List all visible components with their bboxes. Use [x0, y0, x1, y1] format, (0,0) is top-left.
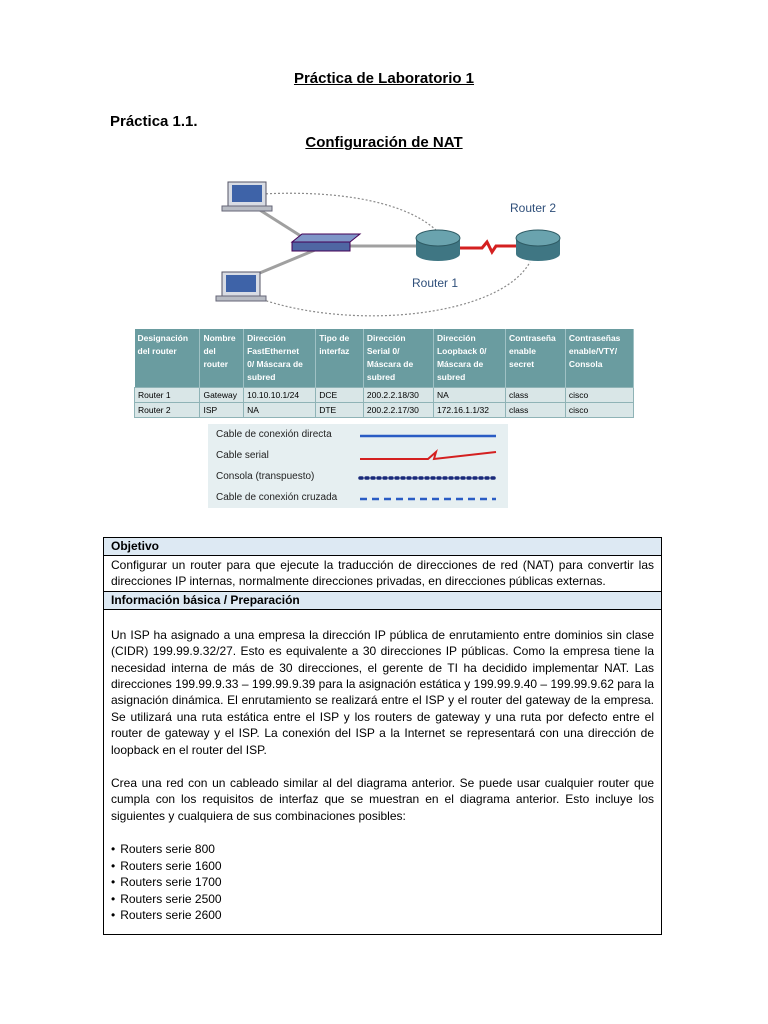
list-item: • Routers serie 800 — [111, 841, 654, 857]
switch-icon — [292, 234, 360, 251]
table-cell: 10.10.10.1/24 — [244, 388, 316, 403]
lab-info-box — [103, 537, 662, 935]
table-cell: DCE — [316, 388, 364, 403]
serial-cable-swatch — [358, 449, 498, 463]
page-title: Práctica de Laboratorio 1 — [293, 70, 475, 87]
col-header-serial: Dirección Serial 0/ Máscara de subred — [363, 329, 433, 388]
table-cell: DTE — [316, 403, 364, 418]
objective-text: Configurar un router para que ejecute la traducción de direcciones de red (NAT) para convertir las direcciones IP internas, normalmente direcciones privadas, en direcciones públicas externas. — [111, 558, 654, 589]
table-cell: cisco — [565, 388, 633, 403]
col-header-name: Nombre del router — [200, 329, 244, 388]
table-cell: class — [506, 403, 566, 418]
table-cell: Router 2 — [135, 403, 200, 418]
objective-heading: Objetivo — [104, 538, 661, 556]
list-item: • Routers serie 2500 — [111, 891, 654, 907]
pc-icon — [222, 182, 272, 211]
topology-graphic — [200, 172, 580, 327]
background-paragraph-1: Un ISP ha asignado a una empresa la dirección IP pública de enrutamiento entre dominios sin clase (CIDR) 199.99.9.32/27. Esto es equivalente a 30 direcciones IP públicas. Como la empresa tiene la necesidad interna de más de 30 direcciones, el gerente de TI ha decidido implementar NAT. Las direcciones 199.99.9.33 – 199.99.9.39 para la asignación estática y 199.99.9.40 – 199.99.9.62 para la asignación dinámica. El enrutamiento se realizará entre el ISP y el router del gateway de la empresa. Se utilizará una ruta estática entre el ISP y los routers de gateway y una ruta por defecto entre el router de gateway y el ISP. La conexión del ISP a la Internet se representará con una dirección de loopback en el router del ISP. — [111, 627, 654, 757]
subtitle: Configuración de NAT — [305, 134, 463, 151]
list-item: • Routers serie 1700 — [111, 874, 654, 890]
crossover-cable-swatch — [358, 494, 498, 504]
background-paragraph-2: Crea una red con un cableado similar al del diagrama anterior. Se puede usar cualquier router que cumpla con los requisitos de interfaz que se muestran en el diagrama anterior. Esto incluye los siguientes y cualquiera de sus combinaciones posibles: — [111, 776, 654, 823]
col-header-enable-secret: Contraseña enable secret — [506, 329, 566, 388]
table-header-row — [135, 329, 634, 388]
list-item: • Routers serie 1600 — [111, 858, 654, 874]
console-cable-swatch — [358, 473, 498, 483]
table-cell: cisco — [565, 403, 633, 418]
legend-label-straight: Cable de conexión directa — [216, 429, 332, 440]
serial-cable — [458, 242, 518, 252]
cable-legend — [208, 424, 508, 508]
table-cell: 200.2.2.17/30 — [363, 403, 433, 418]
pc-icon — [216, 272, 266, 301]
router-2-icon — [516, 230, 560, 261]
router-2-label: Router 2 — [510, 201, 557, 215]
col-header-passwords: Contraseñas enable/VTY/ Consola — [565, 329, 633, 388]
table-row — [135, 403, 634, 418]
table-cell: 200.2.2.18/30 — [363, 388, 433, 403]
col-header-loopback: Dirección Loopback 0/ Máscara de subred — [433, 329, 505, 388]
section-heading: Práctica 1.1. — [110, 113, 198, 130]
address-table — [134, 329, 634, 418]
table-cell: Gateway — [200, 388, 244, 403]
legend-label-serial: Cable serial — [216, 450, 269, 461]
router-list-wrapper — [104, 840, 661, 923]
table-cell: 172.16.1.1/32 — [433, 403, 505, 418]
router-1-icon — [416, 230, 460, 261]
col-header-fastethernet: Dirección FastEthernet 0/ Máscara de subred — [244, 329, 316, 388]
legend-label-console: Consola (transpuesto) — [216, 471, 315, 482]
legend-label-crossover: Cable de conexión cruzada — [216, 492, 338, 503]
straight-cable-swatch — [358, 431, 498, 441]
col-header-interface-type: Tipo de interfaz — [316, 329, 364, 388]
router-1-label: Router 1 — [412, 276, 459, 290]
table-cell: NA — [244, 403, 316, 418]
background-heading: Información básica / Preparación — [104, 591, 661, 610]
list-item: • Routers serie 2600 — [111, 907, 654, 923]
router-list — [111, 841, 654, 923]
console-cable-bottom — [255, 262, 530, 316]
table-cell: Router 1 — [135, 388, 200, 403]
table-cell: NA — [433, 388, 505, 403]
network-diagram — [200, 172, 580, 327]
table-cell: class — [506, 388, 566, 403]
col-header-designation: Designación del router — [135, 329, 200, 388]
table-cell: ISP — [200, 403, 244, 418]
table-row — [135, 388, 634, 403]
